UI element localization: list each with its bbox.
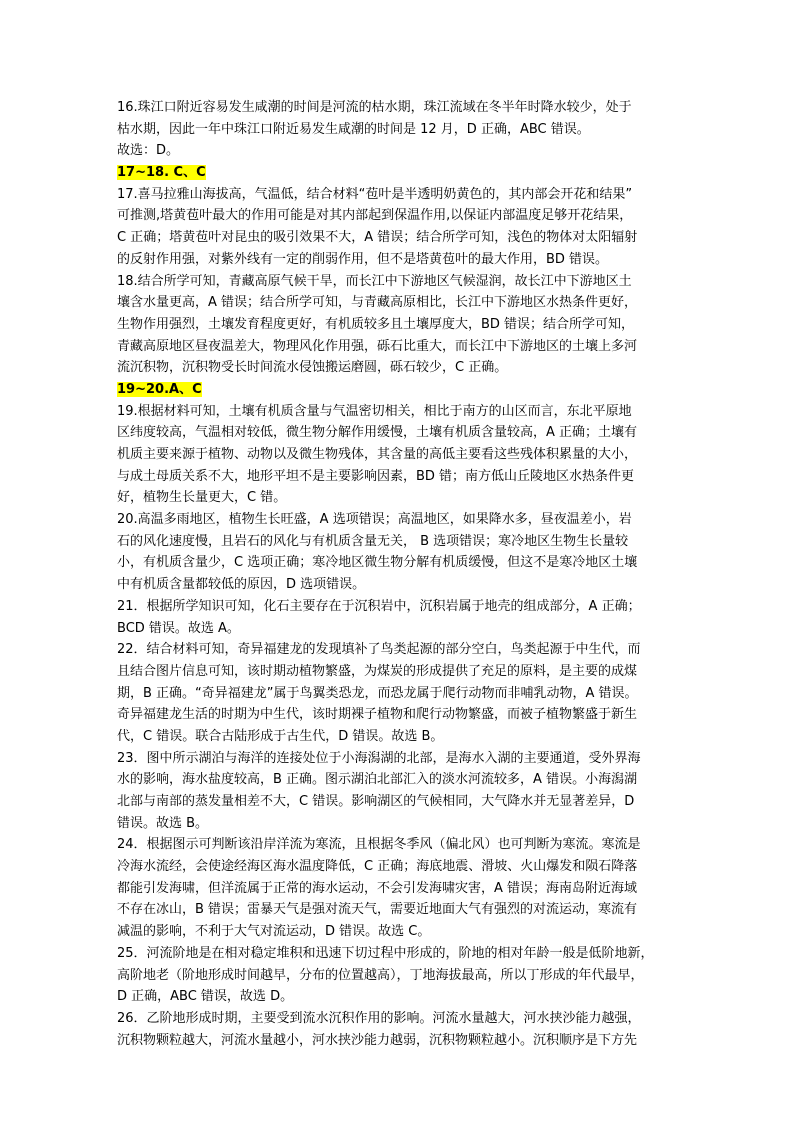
text-line: 青藏高原地区昼夜温差大，物理风化作用强，砾石比重大，而长江中下游地区的土壤上多河 — [117, 338, 638, 354]
text-line: 21．根据所学知识可知，化石主要存在于沉积岩中，沉积岩属于地壳的组成部分，A 正确； — [117, 598, 641, 614]
text-line: 生物作用强烈，土壤发育程度更好，有机质较多且土壤厚度大，BD 错误；结合所学可知， — [117, 316, 635, 332]
text-line: 24．根据图示可判断该沿岸洋流为寒流，且根据冬季风（偏北风）也可判断为寒流。寒流是 — [117, 837, 641, 853]
text-line: 不存在冰山，B 错误；雷暴天气是强对流天气，需要近地面大气有强烈的对流运动，寒流有 — [117, 902, 638, 918]
text-line: 25．河流阶地是在相对稳定堆积和迅速下切过程中形成的，阶地的相对年龄一般是低阶地新， — [117, 945, 654, 961]
highlighted-answer: 17~18. C、C — [117, 165, 206, 181]
text-line: 19.根据材料可知，土壤有机质含量与气温密切相关，相比于南方的山区而言，东北平原地 — [117, 403, 632, 419]
text-line: C 正确；塔黄苞叶对昆虫的吸引效果不大，A 错误；结合所学可知，浅色的物体对太阳辐射 — [117, 230, 638, 246]
text-line: 20.高温多雨地区，植物生长旺盛，A 选项错误；高温地区，如果降水多，昼夜温差小，岩 — [117, 512, 632, 528]
answer-key-line — [117, 162, 677, 184]
text-line: BCD 错误。故选 A。 — [117, 620, 240, 636]
text-line: 23．图中所示湖泊与海洋的连接处位于小海潟湖的北部，是海水入湖的主要通道，受外界海 — [117, 750, 641, 766]
text-line: 石的风化速度慢，且岩石的风化与有机质含量无关， B 选项错误；寒冷地区生物生长量较 — [117, 533, 629, 549]
text-line: 17.喜马拉雅山海拔高，气温低，结合材料“苞叶是半透明奶黄色的，其内部会开花和结果” — [117, 186, 633, 202]
text-line: 的反射作用强，对紫外线有一定的削弱作用，但不是塔黄苞叶的最大作用，BD 错误。 — [117, 251, 609, 267]
text-line: 22．结合材料可知，奇异福建龙的发现填补了鸟类起源的部分空白，鸟类起源于中生代，而 — [117, 642, 641, 658]
text-line: 减温的影响，不利于大气对流运动，D 错误。故选 C。 — [117, 924, 431, 940]
text-line: 可推测,塔黄苞叶最大的作用可能是对其内部起到保温作用,以保证内部温度足够开花结果， — [117, 208, 633, 224]
text-line: 机质主要来源于植物、动物以及微生物残体，其含量的高低主要看这些残体积累量的大小， — [117, 447, 638, 462]
text-line: 错误。故选 B。 — [117, 815, 209, 831]
text-line: 奇异福建龙生活的时期为中生代，该时期裸子植物和爬行动物繁盛，而被子植物繁盛于新生 — [117, 707, 638, 723]
text-line: 好，植物生长量更大，C 错。 — [117, 490, 287, 506]
answer-explanations — [117, 97, 677, 1051]
text-line: 小，有机质含量少，C 选项正确；寒冷地区微生物分解有机质缓慢，但这不是寒冷地区土壤 — [117, 555, 638, 571]
text-line: D 正确，ABC 错误，故选 D。 — [117, 989, 294, 1005]
text-line: 北部与南部的蒸发量相差不大，C 错误。影响湖区的气候相同，大气降水并无显著差异，D — [117, 794, 635, 809]
answer-key-line — [117, 379, 677, 401]
text-line: 代，C 错误。联合古陆形成于古生代，D 错误。故选 B。 — [117, 728, 444, 744]
text-line: 中有机质含量都较低的原因，D 选项错误。 — [117, 577, 366, 593]
text-line: 区纬度较高，气温相对较低，微生物分解作用缓慢，土壤有机质含量较高，A 正确；土壤有 — [117, 425, 638, 441]
text-line: 高阶地老（阶地形成时间越早，分布的位置越高），丁地海拔最高，所以丁形成的年代最早， — [117, 967, 644, 983]
text-line: 水的影响，海水盐度较高，B 正确。图示湖泊北部汇入的淡水河流较多，A 错误。小海潟湖 — [117, 772, 638, 788]
text-line: 沉积物颗粒越大，河流水量越小，河水挟沙能力越弱，沉积物颗粒越小。沉积顺序是下方先 — [117, 1032, 638, 1048]
text-line: 且结合图片信息可知，该时期动植物繁盛，为煤炭的形成提供了充足的原料，是主要的成煤 — [117, 663, 638, 679]
text-line: 壤含水量更高，A 错误；结合所学可知，与青藏高原相比，长江中下游地区水热条件更好， — [117, 295, 638, 311]
text-line: 18.结合所学可知，青藏高原气候干旱，而长江中下游地区气候湿润，故长江中下游地区土 — [117, 273, 632, 289]
text-line: 与成土母质关系不大，地形平坦不是主要影响因素，BD 错；南方低山丘陵地区水热条件更 — [117, 468, 635, 484]
text-line: 期，B 正确。“奇异福建龙”属于鸟翼类恐龙，而恐龙属于爬行动物而非哺乳动物，A 错误。 — [117, 685, 638, 701]
text-line: 26．乙阶地形成时期，主要受到流水沉积作用的影响。河流水量越大，河水挟沙能力越强， — [117, 1010, 641, 1026]
text-line: 故选：D。 — [117, 143, 180, 159]
text-line: 流沉积物，沉积物受长时间流水侵蚀搬运磨圆，砾石较少，C 正确。 — [117, 360, 508, 376]
text-line: 都能引发海啸，但洋流属于正常的海水运动，不会引发海啸灾害，A 错误；海南岛附近海域 — [117, 880, 638, 896]
text-line: 冷海水流经，会使途经海区海水温度降低，C 正确；海底地震、滑坡、火山爆发和陨石降落 — [117, 859, 638, 875]
highlighted-answer: 19~20.A、C — [117, 381, 202, 397]
text-line: 枯水期，因此一年中珠江口附近易发生咸潮的时间是 12 月，D 正确，ABC 错误。 — [117, 121, 590, 137]
text-line: 16.珠江口附近容易发生咸潮的时间是河流的枯水期，珠江流域在冬半年时降水较少，处于 — [117, 100, 632, 115]
